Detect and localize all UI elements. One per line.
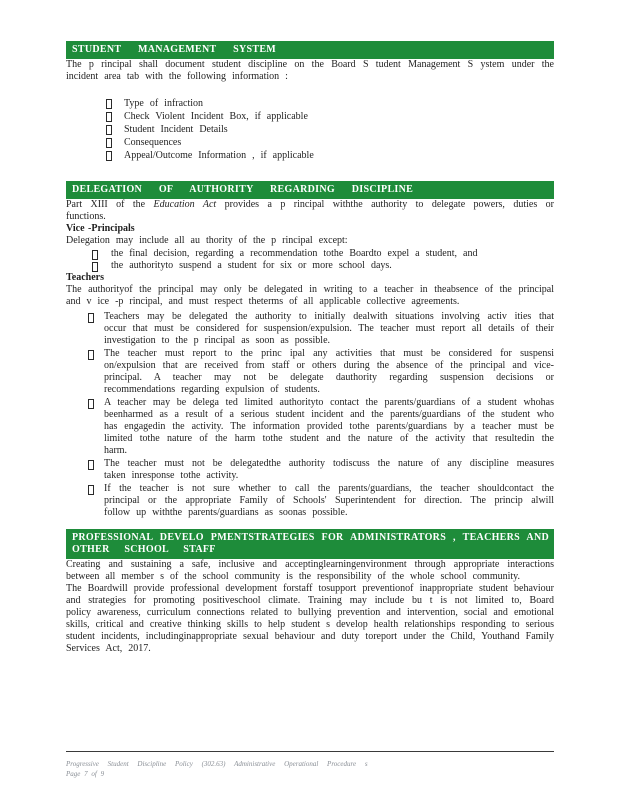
list-item-label: The teacher must report to the princ ipal any activities that must be considered for suspensi on/expulsion that are received from staff or others during the absence of the principal and vice-principal. A teacher may not be delegate dauthority regarding suspension decisions or recommendations regarding expulsion of students. bbox=[104, 348, 554, 395]
incident-info-list bbox=[66, 97, 554, 162]
vice-principals-list bbox=[66, 248, 554, 272]
list-item bbox=[66, 311, 554, 347]
bullet-square-icon bbox=[88, 399, 94, 409]
document-page bbox=[66, 0, 554, 655]
list-item-label: If the teacher is not sure whether to call the parents/guardians, the teacher shouldcontact the principal or the appropriate Family of Schools' Superintendent for direction. The princip alwill follow up withthe parents/guardians as soonas possible. bbox=[104, 483, 554, 518]
vice-principals-lead: Delegation may include all au thority of the p rincipal except: bbox=[66, 235, 348, 246]
section-header-delegation-of-authority bbox=[66, 181, 554, 199]
list-item-label: Consequences bbox=[124, 137, 182, 148]
education-act-italic: Education Act bbox=[153, 199, 217, 210]
section-title: DELEGATION OF AUTHORITY REGARDING DISCIPLINE bbox=[72, 184, 414, 195]
bullet-square-icon bbox=[106, 125, 112, 135]
bullet-square-icon bbox=[88, 485, 94, 495]
teachers-lead: The authorityof the principal may only be delegated in writing to a teacher in theabsence of the principal and v ice -p rincipal, and must respect theterms of all applicable collective agreements. bbox=[66, 284, 554, 307]
footer-page-number: Page 7 of 9 bbox=[66, 770, 105, 778]
list-item bbox=[66, 123, 554, 136]
bullet-square-icon bbox=[92, 262, 98, 272]
list-item bbox=[66, 348, 554, 396]
creating-sustaining-paragraph: Creating and sustaining a safe, inclusive and acceptinglearningenvironment through appropriate interactions between all member s of the school community is the responsibility of the whole school community. bbox=[66, 559, 554, 582]
list-item bbox=[66, 483, 554, 519]
vice-principals-heading: Vice -Principals bbox=[66, 223, 135, 234]
paragraph-text: Part XIII of the bbox=[66, 199, 154, 210]
list-item-label: Type of infraction bbox=[124, 98, 204, 109]
part-xiii-paragraph bbox=[66, 199, 554, 223]
section-title-line1: PROFESSIONAL DEVELO PMENTSTRATEGIES FOR ADMINISTRATORS , TEACHERS AND bbox=[72, 532, 549, 543]
page-footer bbox=[66, 751, 554, 779]
list-item bbox=[66, 260, 554, 272]
list-item bbox=[66, 397, 554, 457]
list-item bbox=[66, 136, 554, 149]
bullet-square-icon bbox=[92, 250, 98, 260]
list-item bbox=[66, 458, 554, 482]
footer-document-title: Progressive Student Discipline Policy (302.63) Administrative Operational Procedure s bbox=[66, 760, 368, 768]
bullet-square-icon bbox=[88, 460, 94, 470]
paragraph-text: provides a p rincipal withthe authority to delegate powers, duties or functions. bbox=[66, 199, 554, 222]
section-header-student-management-system bbox=[66, 41, 554, 59]
bullet-square-icon bbox=[106, 138, 112, 148]
section-title-line2: OTHER SCHOOL STAFF bbox=[72, 544, 216, 555]
teachers-heading: Teachers bbox=[66, 272, 104, 283]
list-item-label: A teacher may be delega ted limited authorityto contact the parents/guardians of a student whohas beenharmed as a result of a serious student incident and the parents/guardians of the student who has engagedin the activity. The information provided tothe parents/guardians by a teacher must be limited tothe nature of the harm tothe student and the nature of the activity that resultedin the harm. bbox=[104, 397, 554, 456]
teachers-list bbox=[66, 311, 554, 519]
bullet-square-icon bbox=[106, 151, 112, 161]
bullet-square-icon bbox=[88, 350, 94, 360]
list-item bbox=[66, 248, 554, 260]
bullet-square-icon bbox=[106, 112, 112, 122]
list-item bbox=[66, 110, 554, 123]
list-item-label: Student Incident Details bbox=[124, 124, 228, 135]
list-item-label: Appeal/Outcome Information , if applicable bbox=[124, 150, 314, 161]
bullet-square-icon bbox=[88, 313, 94, 323]
section-title: STUDENT MANAGEMENT SYSTEM bbox=[72, 44, 277, 55]
list-item bbox=[66, 97, 554, 110]
list-item-label: the authorityto suspend a student for six or more school days. bbox=[111, 260, 392, 271]
list-item bbox=[66, 149, 554, 162]
board-professional-development-paragraph: The Boardwill provide professional development forstaff tosupport preventionof inappropriate student behaviour and strategies for promoting positiveschool climate. Training may include bu t is not limited to, Board policy awareness, curriculum connections related to bullying prevention and intervention, social and emotional skills, critical and creative thinking skills to help student s develop health relationships responding to serious student incidents, includinginappropriate sexual behaviour and duty toreport under the Child, Youthand Family Services Act, 2017. bbox=[66, 583, 554, 654]
list-item-label: The teacher must not be delegatedthe authority todiscuss the nature of any discipline measures taken inresponse tothe activity. bbox=[104, 458, 554, 481]
list-item-label: Check Violent Incident Box, if applicable bbox=[124, 111, 308, 122]
list-item-label: the final decision, regarding a recommendation tothe Boardto expel a student, and bbox=[111, 248, 478, 259]
list-item-label: Teachers may be delegated the authority to initially dealwith situations involving activ ities that occur that must be considered for suspension/expulsion. The teacher must report all details of their investigation to the p rincipal as soon as possible. bbox=[104, 311, 554, 346]
section-header-professional-development bbox=[66, 529, 554, 559]
bullet-square-icon bbox=[106, 99, 112, 109]
student-management-intro-paragraph: The p rincipal shall document student discipline on the Board S tudent Management S ystem under the incident area tab with the following information : bbox=[66, 59, 554, 82]
